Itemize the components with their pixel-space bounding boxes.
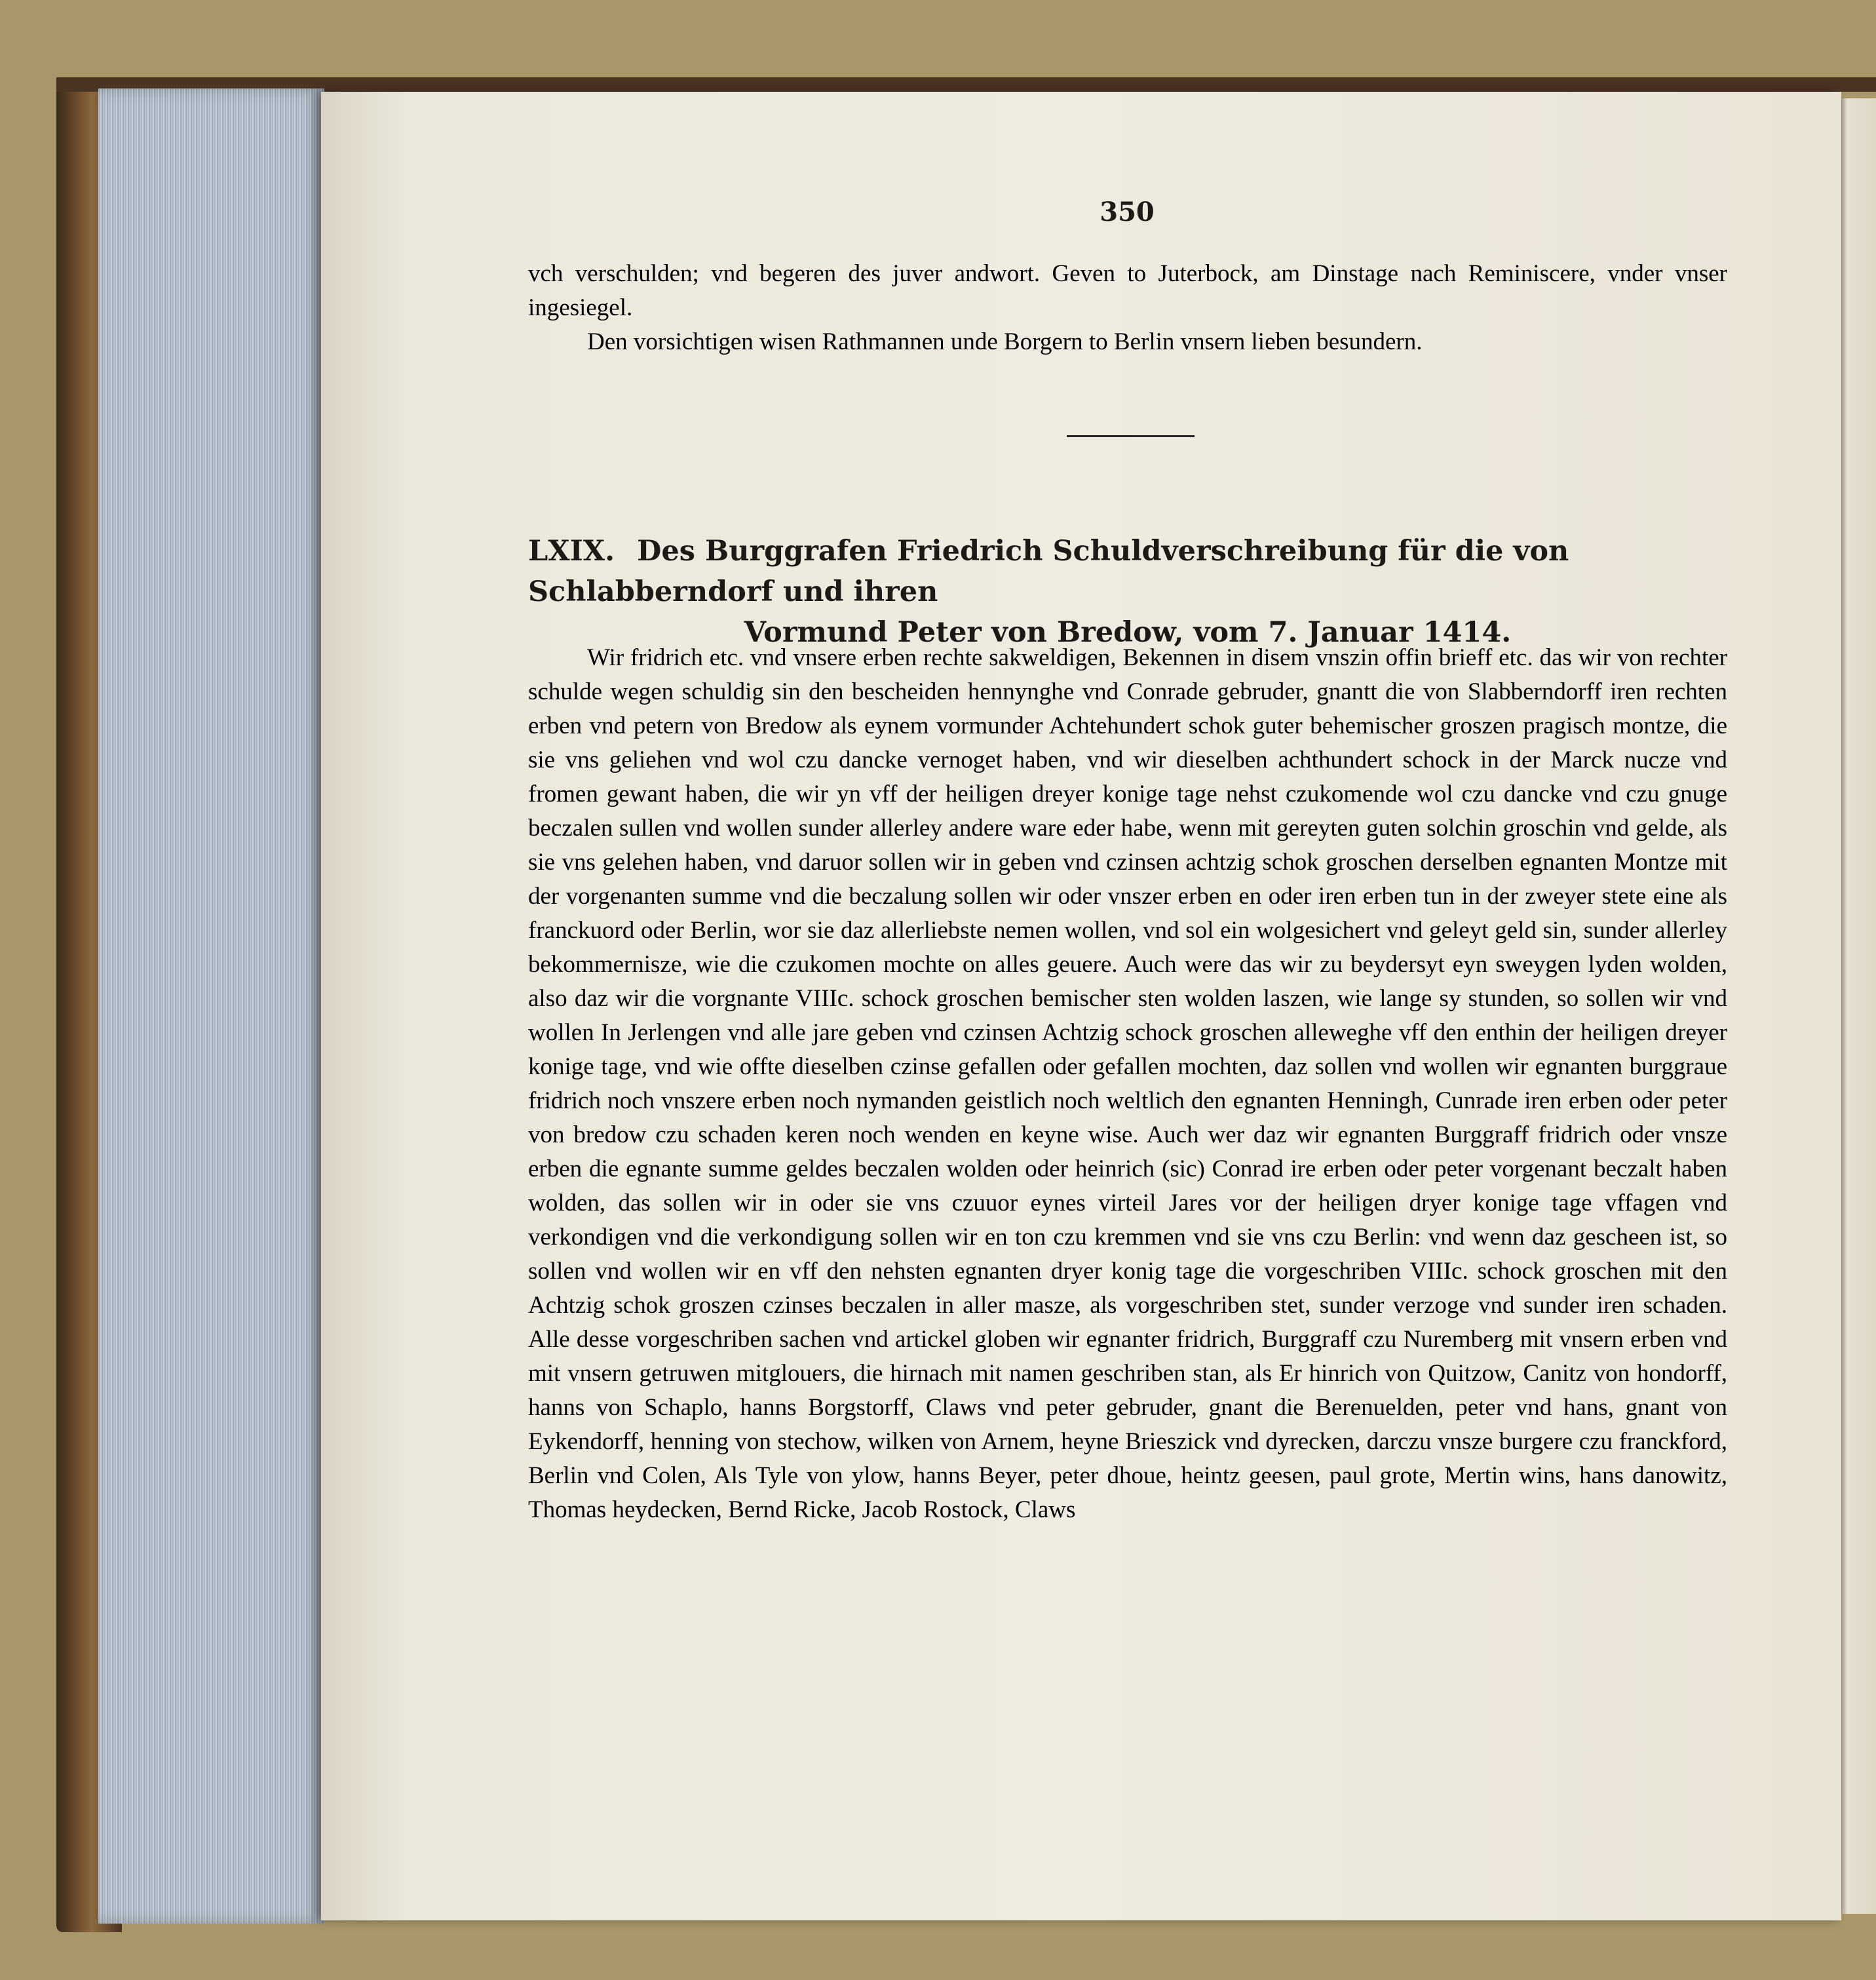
document-title-line-2: Vormund Peter von Bredow, vom 7. Januar 1414. [744, 616, 1512, 649]
document-number: LXIX. [528, 535, 615, 568]
book-cover-top [56, 77, 1876, 92]
document-heading [528, 531, 1727, 653]
page-number: 350 [1100, 197, 1155, 227]
previous-document-ending [528, 257, 1727, 359]
body-paragraph: Wir fridrich etc. vnd vnsere erben rechte sakweldigen, Bekennen in disem vnszin offin brieff etc. das wir von rechter schulde wegen schuldig sin den bescheiden hennynghe vnd Conrade gebruder, gnantt die von Slabberndorff iren rechten erben vnd petern von Bredow als eynem vormunder Achtehundert schok guter behemischer groszen pragisch montze, die sie vns geliehen vnd wol czu dancke vernoget haben, vnd wir dieselben achthundert schock in der Marck nucze vnd fromen gewant haben, die wir yn vff der heiligen dreyer konige tage nehst czukomende wol czu dancke vnd czu gnuge beczalen sullen vnd wollen sunder allerley andere ware eder habe, wenn mit gereyten guten solchin groschin vnd gelde, als sie vns gelehen haben, vnd daruor sollen wir in geben vnd czinsen achtzig schok groschen derselben egnanten Montze mit der vorgenanten summe vnd die beczalung sollen wir oder vnszer erben en oder iren erben tun in der zweyer stete eine als franckuord oder Berlin, wor sie daz allerliebste nemen wollen, vnd sol ein wolgesichert vnd geleyt geld sin, sunder allerley bekommernisze, wie die czukomen mochte on alles geuere. Auch were das wir zu beydersyt eyn sweygen lyden wolden, also daz wir die vorgnante VIIIc. schock groschen bemischer sten wolden laszen, wie lange sy stunden, so sollen wir vnd wollen In Jerlengen vnd alle jare geben vnd czinsen Achtzig schock groschen alleweghe vff den enthin der heiligen dreyer konige tage, vnd wie offte dieselben czinse gefallen oder gefallen mochten, daz sollen vnd wollen wir egnanten burggraue fridrich noch vnszere erben noch nymanden geistlich noch weltlich den egnanten Henningh, Cunrade iren erben oder peter von bredow czu schaden keren noch wenden en keyne wise. Auch wer daz wir egnanten Burggraff fridrich oder vnsze erben die egnante summe geldes beczalen wolden oder heinrich (sic) Conrad ire erben oder peter vorgenant beczalt haben wolden, das sollen wir in oder sie vns czuuor eynes virteil Jares vor der heiligen dryer konige tage vffagen vnd verkondigen vnd die verkondigung sollen wir en ton czu kremmen vnd sie vns czu Berlin: vnd wenn daz gescheen ist, so sollen vnd wollen wir en vff den nehsten egnanten dryer konig tage die vorgeschriben VIIIc. schock groschen mit den Achtzig schok groszen czinses beczalen in aller masze, als vorgeschriben stet, sunder verzoge vnd sunder iren schaden. Alle desse vorgeschriben sachen vnd artickel globen wir egnanter fridrich, Burggraff czu Nuremberg mit vnsern erben vnd mit vnsern getruwen mitglouers, die hirnach mit namen geschriben stan, als Er hinrich von Quitzow, Canitz von hondorff, hanns von Schaplo, hanns Borgstorff, Claws vnd peter gebruder, gnant die Berenuelden, peter vnd hans, gnant von Eykendorff, henning von stechow, wilken von Arnem, heyne Brieszick vnd dyrecken, darczu vnsze burgere czu franckford, Berlin vnd Colen, Als Tyle von ylow, hanns Beyer, peter dhoue, heintz geesen, paul grote, Mertin wins, hans danowitz, Thomas heydecken, Bernd Ricke, Jacob Rostock, Claws [528, 644, 1727, 1523]
address-line: Den vorsichtigen wisen Rathmannen unde Borgern to Berlin vnsern lieben besundern. [587, 328, 1423, 355]
document-title-line-1: Des Burggrafen Friedrich Schuldverschreibung für die von Schlabberndorf und ihren [528, 535, 1569, 608]
closing-line: vch verschulden; vnd begeren des juver andwort. Geven to Juterbock, am Dinstage nach Reminiscere, vnder vnser ingesiegel. [528, 260, 1727, 321]
document-body [528, 641, 1727, 1527]
section-divider [1067, 435, 1195, 437]
page-edges [98, 88, 324, 1924]
